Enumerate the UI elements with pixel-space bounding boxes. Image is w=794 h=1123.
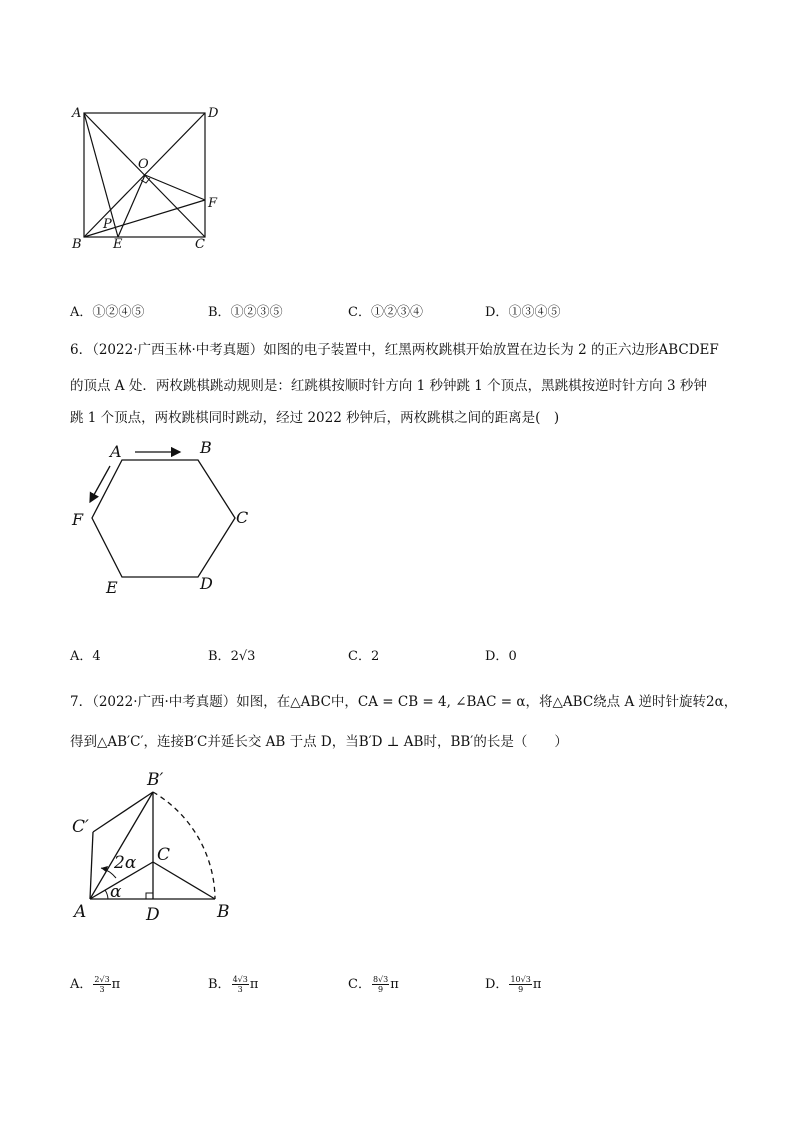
square-figure xyxy=(60,95,230,260)
hex-label-A: A xyxy=(110,442,122,461)
label-C: C xyxy=(195,237,205,252)
q6-option-a[interactable]: A．4 xyxy=(70,649,101,664)
label-D: D xyxy=(208,106,219,121)
q7-option-a[interactable]: A． $\frac{2√3}{3}$ π xyxy=(70,975,121,994)
q6-option-b[interactable]: B．2√3 xyxy=(208,649,256,664)
label-P: P xyxy=(103,217,112,232)
hex-label-B: B xyxy=(200,438,212,457)
rot-label-alpha: α xyxy=(110,882,122,902)
hex-label-D: D xyxy=(200,574,213,593)
rotation-figure xyxy=(60,760,240,930)
hex-label-F: F xyxy=(72,510,84,529)
fraction: $\frac{2√3}{3}$ xyxy=(94,975,110,994)
label-E: E xyxy=(113,237,123,252)
q7-option-b[interactable]: B． $\frac{4√3}{3}$ π xyxy=(208,975,259,994)
fraction: $\frac{8√3}{9}$ xyxy=(372,975,389,994)
label-A: A xyxy=(72,106,82,121)
rot-label-B: B xyxy=(217,902,230,922)
label-O: O xyxy=(138,157,149,172)
q5-option-b[interactable]: B．①②③⑤ xyxy=(208,305,283,320)
q6-line-3: 跳 1 个顶点，两枚跳棋同时跳动，经过 2022 秒钟后，两枚跳棋之间的距离是( ) xyxy=(70,410,560,426)
q6-option-c[interactable]: C．2 xyxy=(348,649,380,664)
q5-option-a[interactable]: A．①②④⑤ xyxy=(70,305,145,320)
q7-option-c[interactable]: C． $\frac{8√3}{9}$ π xyxy=(348,975,399,994)
q6-option-d[interactable]: D．0 xyxy=(485,649,517,664)
rot-label-Cprime: C′ xyxy=(72,817,89,837)
q6-line-1: 6．（2022·广西玉林·中考真题）如图的电子装置中，红黑两枚跳棋开始放置在边长为 2 的正六边形ABCDEF xyxy=(70,342,719,358)
q6-line-2: 的顶点 A 处．两枚跳棋跳动规则是：红跳棋按顺时针方向 1 秒钟跳 1 个顶点，黑跳棋按逆时针方向 3 秒钟 xyxy=(70,378,707,394)
hex-label-C: C xyxy=(236,508,249,527)
q5-option-c[interactable]: C．①②③④ xyxy=(348,305,423,320)
hex-label-E: E xyxy=(106,578,118,597)
q5-option-d[interactable]: D．①③④⑤ xyxy=(485,305,561,320)
fraction: $\frac{10√3}{9}$ xyxy=(510,975,531,994)
hexagon-figure xyxy=(60,430,260,600)
fraction: $\frac{4√3}{3}$ xyxy=(232,975,248,994)
label-B: B xyxy=(72,237,82,252)
label-F: F xyxy=(208,196,218,211)
q7-line-1: 7．（2022·广西·中考真题）如图，在△ABC中，CA = CB = 4, ∠BAC = α，将△ABC绕点 A 逆时针旋转2α， xyxy=(70,694,738,710)
rot-label-A: A xyxy=(74,902,87,922)
rot-label-2alpha: 2α xyxy=(114,853,137,873)
q7-option-d[interactable]: D． $\frac{10√3}{9}$ π xyxy=(485,975,542,994)
rot-label-D: D xyxy=(146,905,160,925)
q7-line-2: 得到△AB′C′，连接B′C并延长交 AB 于点 D，当B′D ⊥ AB时，BB′的长是（ ） xyxy=(70,734,568,750)
rot-label-Bprime: B′ xyxy=(147,770,164,790)
rot-label-C: C xyxy=(157,845,171,865)
